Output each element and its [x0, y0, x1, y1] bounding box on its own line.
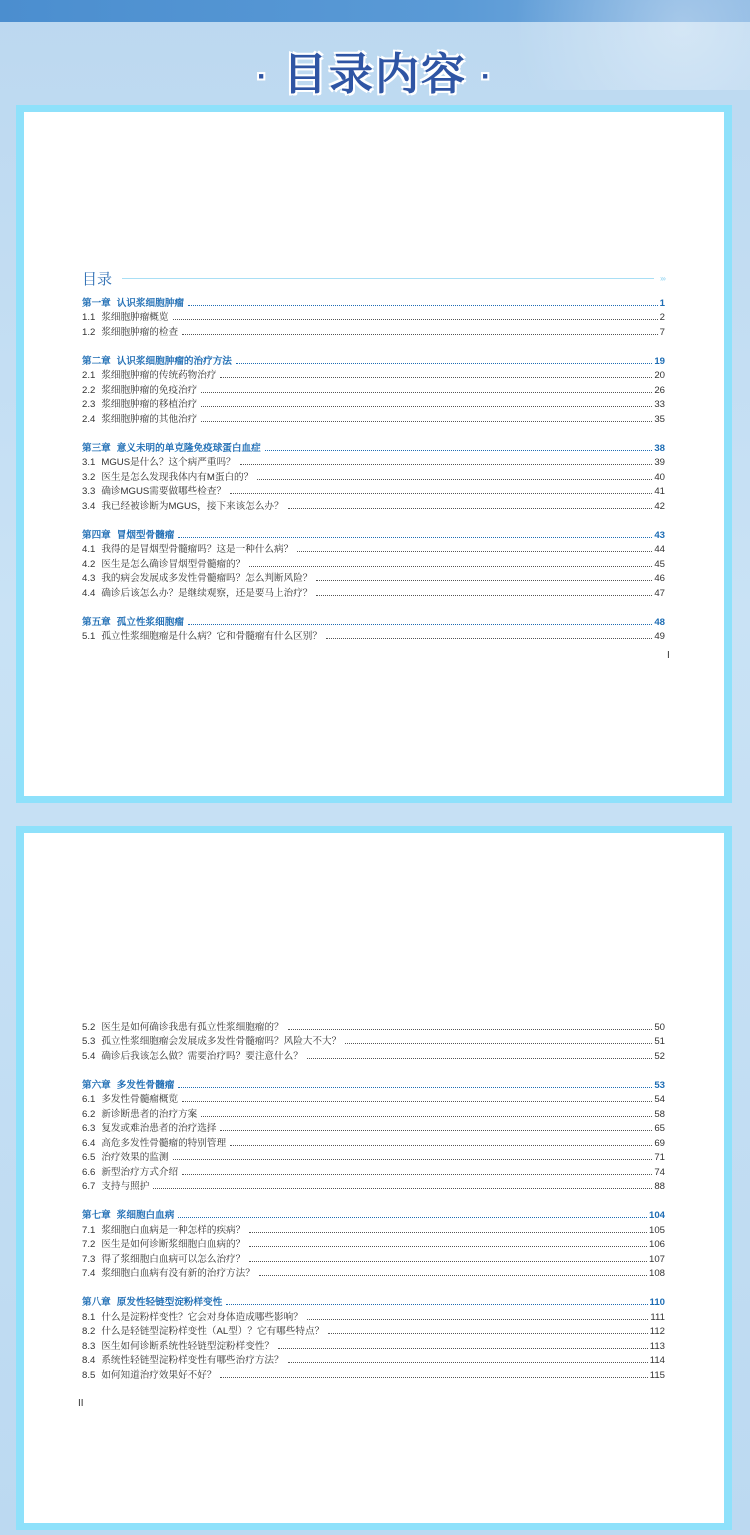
toc-section-entry[interactable]: [82, 1091, 665, 1106]
leader-dots: [240, 464, 653, 465]
entry-title: 孤立性浆细胞瘤会发展成多发性骨髓瘤吗？风险大不大？: [101, 1036, 342, 1047]
entry-title: 原发性轻链型淀粉样变性: [116, 1297, 223, 1308]
leader-dots: [226, 1304, 647, 1305]
chevrons-icon: ›››: [660, 273, 665, 283]
toc-section-entry[interactable]: [82, 483, 665, 498]
section-number: 6.6: [82, 1166, 96, 1178]
entry-page-number: 38: [654, 442, 665, 454]
entry-page-number: 39: [654, 457, 665, 468]
entry-page-number: 71: [654, 1152, 665, 1163]
entry-page-number: 2: [659, 312, 665, 323]
entry-title: 新型治疗方式介绍: [101, 1166, 179, 1178]
toc-section-entry[interactable]: [82, 1265, 665, 1280]
entry-page-number: 88: [654, 1181, 665, 1192]
entry-page-number: 110: [649, 1297, 665, 1308]
section-number: 6.1: [82, 1094, 96, 1105]
entry-title: 浆细胞白血病是一种怎样的疾病？: [101, 1224, 246, 1236]
section-number: 8.5: [82, 1369, 96, 1381]
banner-title-text: 目录内容: [283, 50, 467, 99]
entry-page-number: 53: [654, 1079, 665, 1091]
section-number: 3.1: [82, 457, 96, 468]
toc-section-entry[interactable]: [82, 1250, 665, 1265]
dot-icon: ·: [257, 60, 269, 94]
leader-dots: [297, 551, 652, 552]
entry-title: 医生是如何确诊我患有孤立性浆细胞瘤的？: [101, 1021, 284, 1033]
entry-page-number: 44: [654, 544, 665, 555]
section-number: 4.2: [82, 558, 96, 570]
section-number: 2.4: [82, 413, 96, 425]
section-number: 2.1: [82, 370, 96, 381]
leader-dots: [220, 377, 652, 378]
entry-page-number: 58: [654, 1108, 665, 1120]
entry-title: 确诊MGUS需要做哪些检查？: [101, 486, 227, 497]
entry-title: 医生是怎么发现我体内有M蛋白的？: [101, 471, 254, 483]
leader-dots: [153, 1188, 652, 1189]
toc-section-entry[interactable]: [82, 1337, 665, 1352]
entry-title: 浆细胞肿瘤的免疫治疗: [101, 384, 198, 396]
leader-dots: [257, 479, 652, 480]
toc-section-entry[interactable]: [82, 468, 665, 483]
entry-title: 医生是怎么确诊冒烟型骨髓瘤的？: [101, 558, 246, 570]
section-number: 6.2: [82, 1108, 96, 1120]
entry-page-number: 41: [654, 486, 665, 497]
entry-title: 什么是淀粉样变性？它会对身体造成哪些影响？: [101, 1311, 303, 1323]
section-number: 7.3: [82, 1253, 96, 1265]
toc-section-entry[interactable]: [82, 1105, 665, 1120]
toc-section-entry[interactable]: [82, 1134, 665, 1149]
entry-title: 浆细胞白血病有没有新的治疗方法？: [101, 1268, 255, 1279]
leader-dots: [201, 392, 652, 393]
toc-heading-text: 目录: [82, 270, 113, 288]
leader-dots: [201, 421, 652, 422]
leader-dots: [236, 363, 652, 364]
toc-section-entry[interactable]: [82, 1308, 665, 1323]
entry-page-number: 113: [649, 1340, 665, 1352]
section-number: 4.1: [82, 544, 96, 555]
entry-title: 我已经被诊断为MGUS，接下来该怎么办？: [101, 500, 284, 512]
leader-dots: [230, 493, 652, 494]
toc-section-entry[interactable]: [82, 410, 665, 425]
entry-page-number: 40: [654, 471, 665, 483]
entry-title: MGUS是什么？这个病严重吗？: [101, 457, 236, 468]
leader-dots: [288, 508, 653, 509]
leader-dots: [201, 406, 652, 407]
entry-page-number: 43: [654, 529, 665, 541]
section-number: 7.2: [82, 1239, 96, 1250]
entry-page-number: 51: [654, 1036, 665, 1047]
toc-section-entry[interactable]: [82, 1047, 665, 1062]
section-number: 5.3: [82, 1036, 96, 1047]
toc-section-entry[interactable]: [82, 367, 665, 382]
entry-page-number: 49: [654, 631, 665, 642]
section-number: 1.2: [82, 326, 96, 338]
toc-section-entry[interactable]: [82, 1221, 665, 1236]
toc-chapter-entry[interactable]: [82, 439, 665, 454]
leader-dots: [288, 1362, 648, 1363]
toc-section-entry[interactable]: [82, 309, 665, 324]
entry-page-number: 108: [648, 1268, 665, 1279]
entry-title: 如何知道治疗效果好不好？: [101, 1369, 217, 1381]
banner-title: [0, 38, 750, 102]
entry-title: 意义未明的单克隆免疫球蛋白血症: [116, 442, 261, 454]
leader-dots: [249, 566, 652, 567]
leader-dots: [220, 1130, 652, 1131]
entry-title: 浆细胞肿瘤的其他治疗: [101, 413, 198, 425]
section-number: 7.4: [82, 1268, 96, 1279]
chapter-label: 第二章: [82, 355, 111, 367]
toc-section-entry[interactable]: [82, 1236, 665, 1251]
entry-title: 系统性轻链型淀粉样变性有哪些治疗方法？: [101, 1355, 284, 1366]
leader-dots: [328, 1333, 648, 1334]
leader-dots: [182, 1174, 652, 1175]
leader-dots: [316, 580, 652, 581]
chapter-label: 第四章: [82, 529, 111, 541]
toc-list: [82, 1018, 665, 1381]
toc-section-entry[interactable]: [82, 323, 665, 338]
entry-title: 浆细胞肿瘤概览: [101, 312, 169, 323]
toc-chapter-entry[interactable]: [82, 1294, 665, 1309]
leader-dots: [259, 1275, 647, 1276]
leader-dots: [182, 334, 658, 335]
chapter-label: 第一章: [82, 297, 111, 309]
entry-page-number: 107: [648, 1253, 665, 1265]
entry-title: 医生如何诊断系统性轻链型淀粉样变性？: [101, 1340, 275, 1352]
entry-page-number: 45: [654, 558, 665, 570]
leader-dots: [307, 1319, 649, 1320]
entry-title: 冒烟型骨髓瘤: [116, 529, 175, 541]
entry-title: 浆细胞白血病: [116, 1210, 175, 1221]
entry-title: 浆细胞肿瘤的传统药物治疗: [101, 370, 217, 381]
section-number: 6.5: [82, 1152, 96, 1163]
toc-chapter-entry[interactable]: [82, 352, 665, 367]
dot-icon: ·: [481, 60, 493, 94]
entry-title: 确诊后该怎么办？是继续观察，还是要马上治疗？: [101, 587, 313, 599]
leader-dots: [178, 1087, 652, 1088]
section-number: 2.2: [82, 384, 96, 396]
toc-section-entry[interactable]: [82, 497, 665, 512]
leader-dots: [178, 537, 652, 538]
chapter-label: 第六章: [82, 1079, 111, 1091]
section-number: 7.1: [82, 1224, 96, 1236]
section-number: 8.1: [82, 1311, 96, 1323]
entry-page-number: 114: [649, 1355, 665, 1366]
leader-dots: [230, 1145, 652, 1146]
entry-page-number: 112: [649, 1326, 665, 1337]
chapter-label: 第五章: [82, 616, 111, 628]
entry-page-number: 104: [648, 1210, 665, 1221]
toc-section-entry[interactable]: [82, 628, 665, 643]
leader-dots: [173, 1159, 653, 1160]
entry-title: 高危多发性骨髓瘤的特别管理: [101, 1137, 227, 1149]
leader-dots: [182, 1101, 652, 1102]
leader-dots: [188, 624, 652, 625]
section-number: 3.2: [82, 471, 96, 483]
entry-title: 多发性骨髓瘤: [116, 1079, 175, 1091]
section-number: 3.4: [82, 500, 96, 512]
toc-section-entry[interactable]: [82, 1323, 665, 1338]
toc-section-entry[interactable]: [82, 1178, 665, 1193]
leader-dots: [307, 1058, 653, 1059]
toc-heading: [82, 267, 665, 289]
chapter-label: 第三章: [82, 442, 111, 454]
entry-page-number: 115: [649, 1369, 665, 1381]
toc-page-1: [16, 105, 732, 803]
entry-page-number: 7: [659, 326, 665, 338]
toc-chapter-entry[interactable]: [82, 613, 665, 628]
section-number: 5.4: [82, 1050, 96, 1062]
entry-title: 浆细胞肿瘤的移植治疗: [101, 399, 198, 410]
entry-page-number: 42: [654, 500, 665, 512]
toc-section-entry[interactable]: [82, 396, 665, 411]
leader-dots: [249, 1246, 647, 1247]
entry-title: 多发性骨髓瘤概览: [101, 1094, 179, 1105]
section-number: 6.3: [82, 1123, 96, 1134]
leader-dots: [188, 305, 658, 306]
section-number: 1.1: [82, 312, 96, 323]
entry-page-number: 26: [654, 384, 665, 396]
toc-chapter-entry[interactable]: [82, 526, 665, 541]
entry-page-number: 52: [654, 1050, 665, 1062]
entry-page-number: 33: [654, 399, 665, 410]
toc-section-entry[interactable]: [82, 1149, 665, 1164]
entry-page-number: 106: [648, 1239, 665, 1250]
entry-page-number: 65: [654, 1123, 665, 1134]
toc-section-entry[interactable]: [82, 1163, 665, 1178]
entry-page-number: 47: [654, 587, 665, 599]
leader-dots: [220, 1377, 647, 1378]
entry-title: 我的病会发展成多发性骨髓瘤吗？怎么判断风险？: [101, 573, 313, 584]
entry-page-number: 74: [654, 1166, 665, 1178]
toc-section-entry[interactable]: [82, 555, 665, 570]
entry-page-number: 69: [654, 1137, 665, 1149]
toc-section-entry[interactable]: [82, 584, 665, 599]
section-number: 6.4: [82, 1137, 96, 1149]
entry-title: 孤立性浆细胞瘤: [116, 616, 184, 628]
entry-page-number: 50: [654, 1021, 665, 1033]
entry-page-number: 19: [654, 355, 665, 367]
leader-dots: [326, 638, 652, 639]
entry-title: 支持与照护: [101, 1181, 150, 1192]
leader-dots: [278, 1348, 648, 1349]
toc-chapter-entry[interactable]: [82, 1207, 665, 1222]
section-number: 5.2: [82, 1021, 96, 1033]
chapter-label: 第八章: [82, 1297, 111, 1308]
toc-section-entry[interactable]: [82, 541, 665, 556]
section-number: 4.3: [82, 573, 96, 584]
section-number: 4.4: [82, 587, 96, 599]
entry-title: 孤立性浆细胞瘤是什么病？它和骨髓瘤有什么区别？: [101, 631, 322, 642]
section-number: 8.4: [82, 1355, 96, 1366]
entry-title: 新诊断患者的治疗方案: [101, 1108, 198, 1120]
entry-title: 浆细胞肿瘤的检查: [101, 326, 179, 338]
section-number: 8.3: [82, 1340, 96, 1352]
toc-section-entry[interactable]: [82, 1352, 665, 1367]
toc-section-entry[interactable]: [82, 1120, 665, 1135]
toc-page-2: [16, 826, 732, 1530]
chapter-label: 第七章: [82, 1210, 111, 1221]
entry-title: 我得的是冒烟型骨髓瘤吗？这是一种什么病？: [101, 544, 294, 555]
entry-page-number: 1: [659, 297, 665, 309]
leader-dots: [288, 1029, 653, 1030]
entry-title: 认识浆细胞肿瘤的治疗方法: [116, 355, 232, 367]
entry-page-number: 35: [654, 413, 665, 425]
entry-page-number: 105: [648, 1224, 665, 1236]
toc-section-entry[interactable]: [82, 454, 665, 469]
toc-section-entry[interactable]: [82, 1018, 665, 1033]
entry-title: 复发或难治患者的治疗选择: [101, 1123, 217, 1134]
section-number: 5.1: [82, 631, 96, 642]
toc-section-entry[interactable]: [82, 570, 665, 585]
leader-dots: [345, 1043, 652, 1044]
leader-dots: [249, 1232, 647, 1233]
toc-section-entry[interactable]: [82, 381, 665, 396]
toc-chapter-entry[interactable]: [82, 294, 665, 309]
leader-dots: [178, 1217, 647, 1218]
entry-page-number: 46: [654, 573, 665, 584]
section-number: 8.2: [82, 1326, 96, 1337]
entry-title: 什么是轻链型淀粉样变性（AL型）？它有哪些特点？: [101, 1326, 325, 1337]
section-number: 6.7: [82, 1181, 96, 1192]
leader-dots: [249, 1261, 647, 1262]
entry-page-number: 20: [654, 370, 665, 381]
section-number: 2.3: [82, 399, 96, 410]
leader-dots: [201, 1116, 652, 1117]
entry-page-number: 111: [650, 1311, 665, 1323]
entry-title: 确诊后我该怎么做？需要治疗吗？要注意什么？: [101, 1050, 303, 1062]
leader-dots: [173, 319, 658, 320]
page-number: II: [78, 1398, 84, 1409]
toc-list: [82, 267, 665, 642]
entry-title: 得了浆细胞白血病可以怎么治疗？: [101, 1253, 246, 1265]
leader-dots: [265, 450, 653, 451]
leader-dots: [316, 595, 652, 596]
toc-section-entry[interactable]: [82, 1366, 665, 1381]
toc-chapter-entry[interactable]: [82, 1076, 665, 1091]
entry-page-number: 54: [654, 1094, 665, 1105]
entry-title: 治疗效果的监测: [101, 1152, 169, 1163]
toc-section-entry[interactable]: [82, 1033, 665, 1048]
entry-title: 认识浆细胞肿瘤: [116, 297, 184, 309]
entry-page-number: 48: [654, 616, 665, 628]
divider: [122, 278, 654, 279]
section-number: 3.3: [82, 486, 96, 497]
page-number: I: [667, 650, 670, 661]
entry-title: 医生是如何诊断浆细胞白血病的？: [101, 1239, 246, 1250]
